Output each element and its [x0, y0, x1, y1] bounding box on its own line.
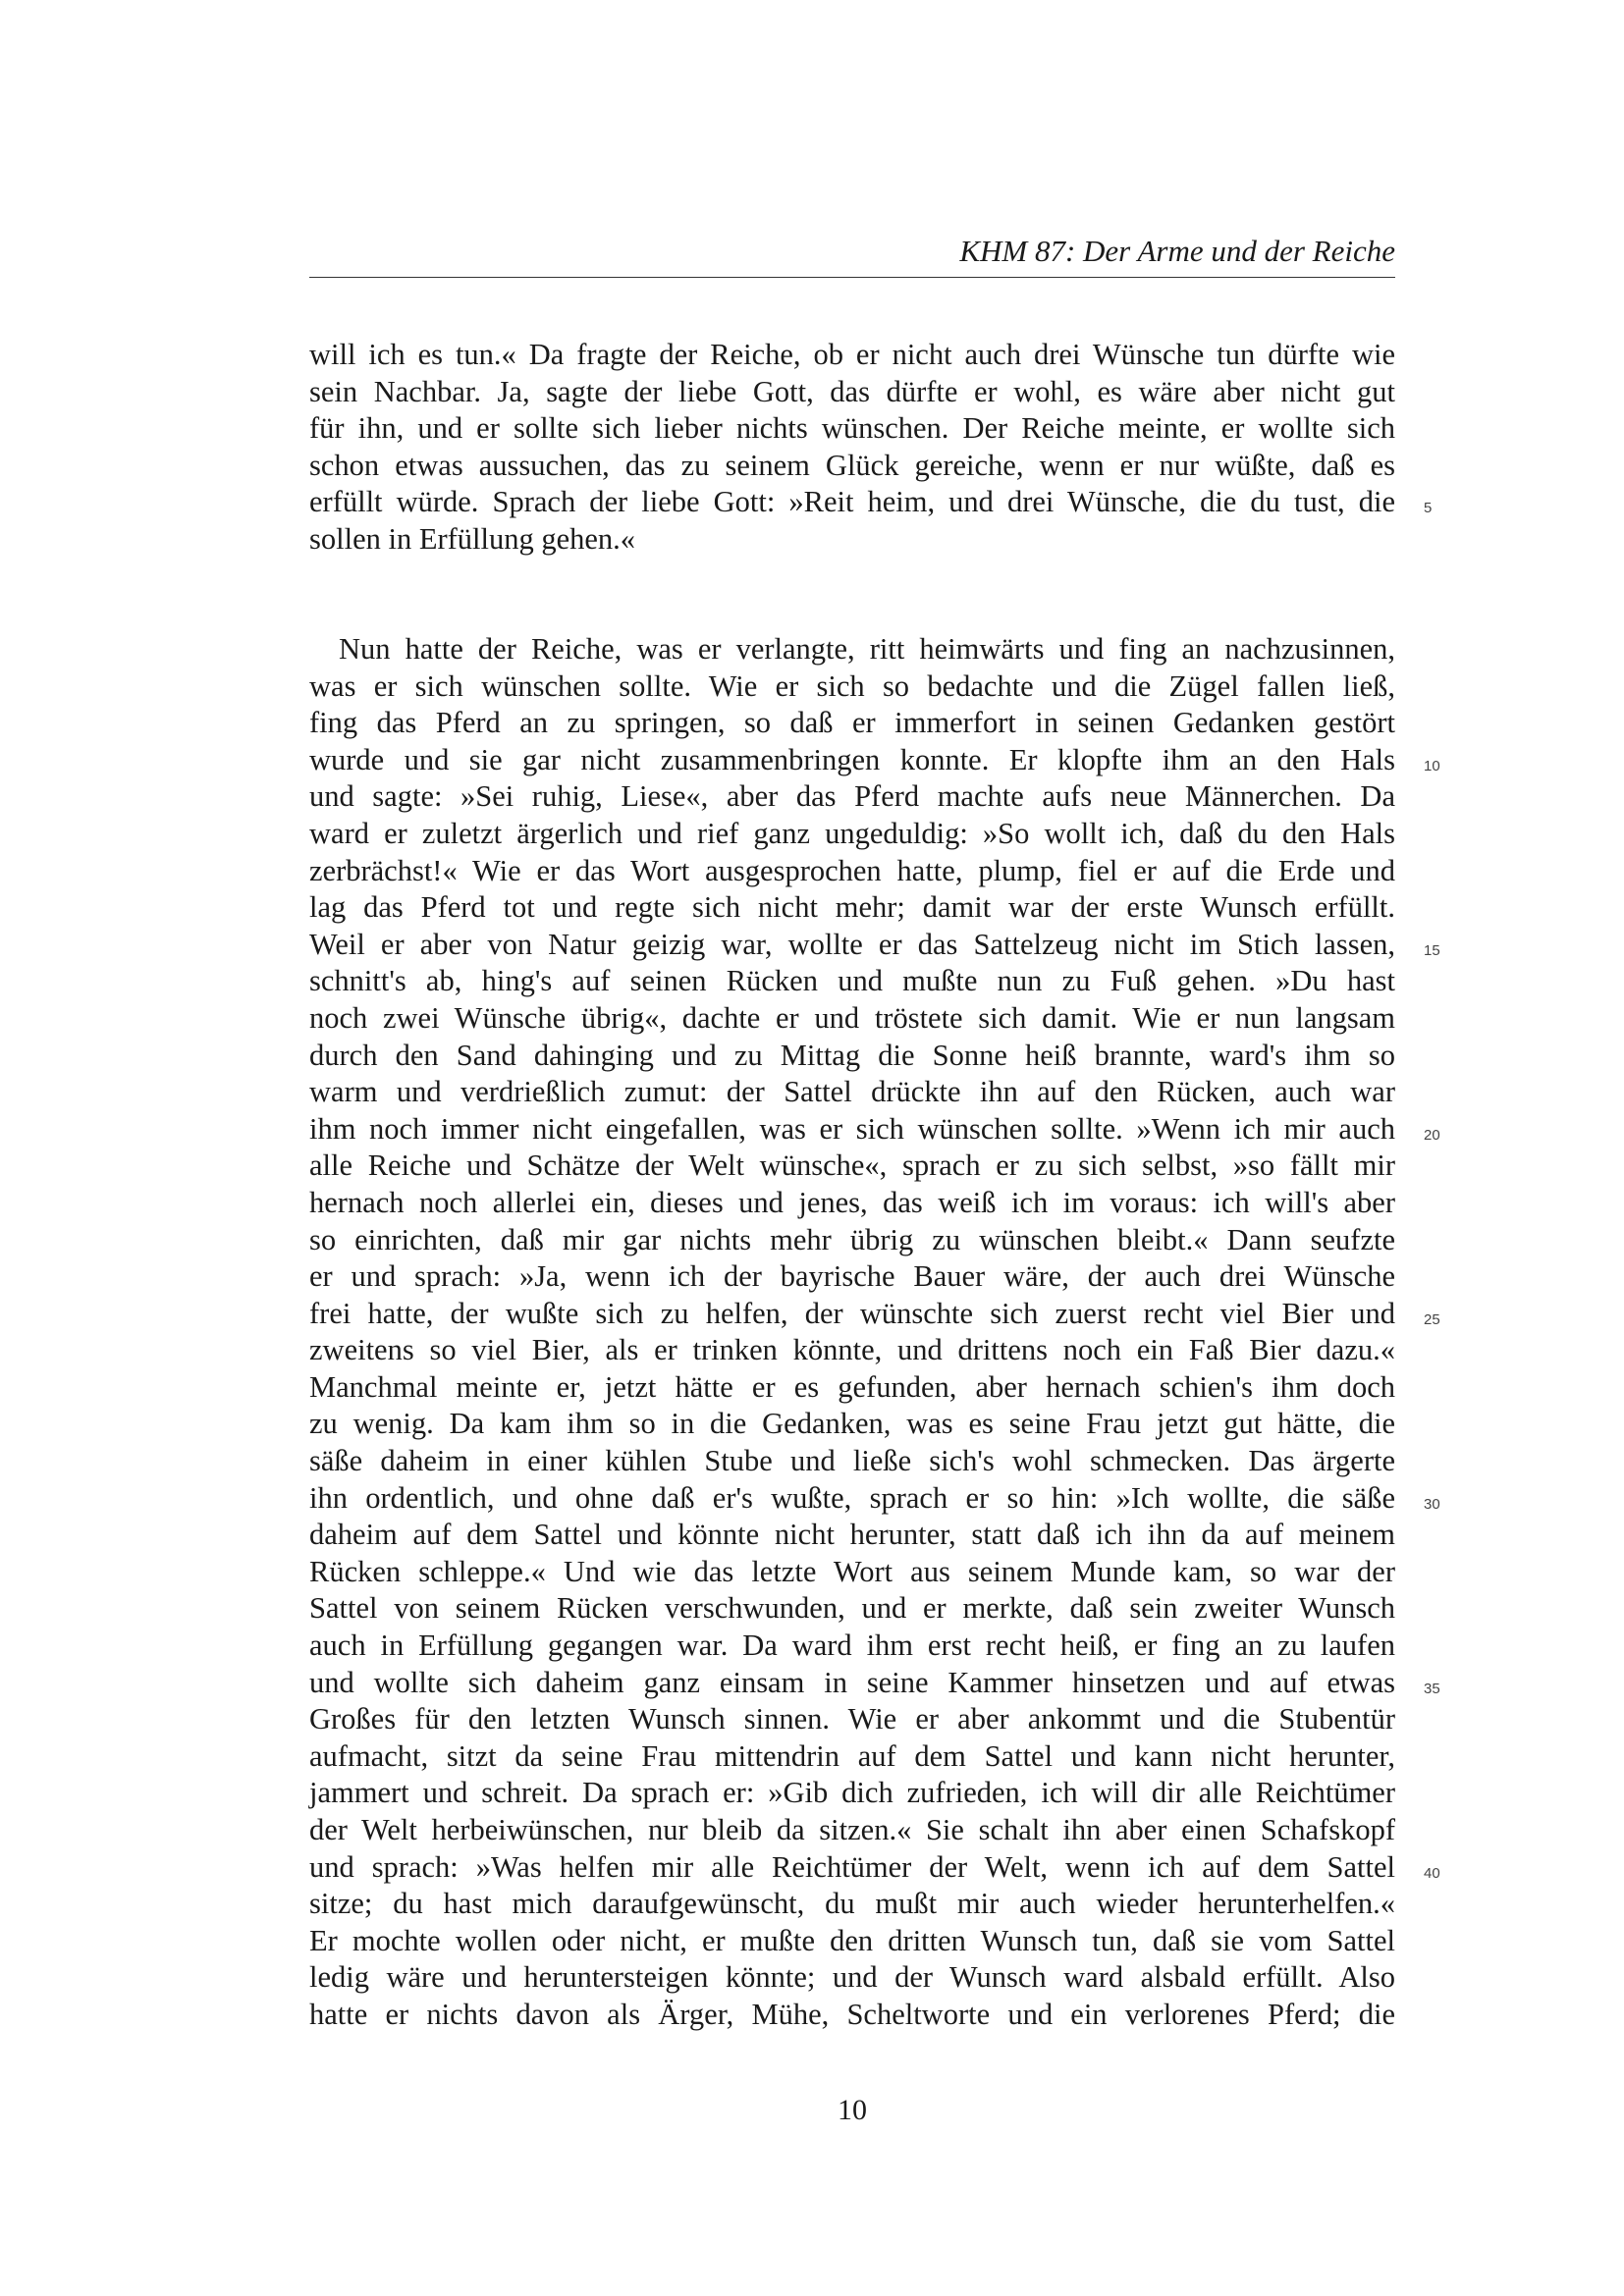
line-number: 15 [1424, 942, 1440, 959]
text-line: was er sich wünschen sollte. Wie er sich so bedachte und die Zügel fallen ließ, [309, 668, 1395, 703]
line-number: 25 [1424, 1311, 1440, 1328]
line-number: 35 [1424, 1681, 1440, 1697]
text-line: Sattel von seinem Rücken verschwunden, und er merkte, daß sein zweiter Wunsch [309, 1591, 1395, 1626]
text-line: und sagte: »Sei ruhig, Liese«, aber das Pferd machte aufs neue Männerchen. Da [309, 779, 1395, 814]
text-line: Großes für den letzten Wunsch sinnen. Wie er aber ankommt und die Stubentür [309, 1702, 1395, 1736]
text-line: jammert und schreit. Da sprach er: »Gib dich zufrieden, ich will dir alle Reichtümer [309, 1776, 1395, 1810]
text-line: Er mochte wollen oder nicht, er mußte den dritten Wunsch tun, daß sie vom Sattel [309, 1923, 1395, 1957]
line-number: 10 [1424, 758, 1440, 774]
text-line: schnitt's ab, hing's auf seinen Rücken und mußte nun zu Fuß gehen. »Du hast [309, 964, 1395, 998]
paragraph-1 [309, 337, 1395, 559]
text-line: ward er zuletzt ärgerlich und rief ganz ungeduldig: »So wollt ich, daß du den Hals [309, 816, 1395, 850]
paragraph-2 [309, 631, 1395, 2034]
text-line: will ich es tun.« Da fragte der Reiche, ob er nicht auch drei Wünsche tun dürfte wie [309, 338, 1395, 371]
text-line: warm und verdrießlich zumut: der Sattel drückte ihn auf den Rücken, auch war [309, 1075, 1395, 1109]
text-line: hatte er nichts davon als Ärger, Mühe, Scheltworte und ein verlorenes Pferd; die [309, 1997, 1395, 2031]
text-line: daheim auf dem Sattel und könnte nicht herunter, statt daß ich ihn da auf meinem [309, 1518, 1395, 1552]
text-line: zerbrächst!« Wie er das Wort ausgesprochen hatte, plump, fiel er auf die Erde und [309, 853, 1395, 887]
text-line: durch den Sand dahinging und zu Mittag die Sonne heiß brannte, ward's ihm so [309, 1038, 1395, 1072]
text-line: erfüllt würde. Sprach der liebe Gott: »Reit heim, und drei Wünsche, die du tust, die [309, 485, 1395, 519]
text-line: ihm noch immer nicht eingefallen, was er sich wünschen sollte. »Wenn ich mir auch [309, 1111, 1395, 1146]
text-line: frei hatte, der wußte sich zu helfen, der wünschte sich zuerst recht viel Bier und [309, 1296, 1395, 1330]
line-number: 20 [1424, 1127, 1440, 1144]
text-line: so einrichten, daß mir gar nichts mehr übrig zu wünschen bleibt.« Dann seufzte [309, 1222, 1395, 1256]
page-number: 10 [838, 2094, 867, 2126]
text-line: ledig wäre und heruntersteigen könnte; und der Wunsch ward alsbald erfüllt. Also [309, 1960, 1395, 1995]
line-number: 5 [1424, 500, 1433, 516]
text-line: säße daheim in einer kühlen Stube und ließe sich's wohl schmecken. Das ärgerte [309, 1444, 1395, 1478]
header-rule [309, 277, 1395, 278]
text-line: und sprach: »Was helfen mir alle Reichtümer der Welt, wenn ich auf dem Sattel [309, 1849, 1395, 1884]
text-line: ihn ordentlich, und ohne daß er's wußte, sprach er so hin: »Ich wollte, die säße [309, 1480, 1395, 1515]
text-line: noch zwei Wünsche übrig«, dachte er und tröstete sich damit. Wie er nun langsam [309, 1000, 1395, 1035]
text-line: zu wenig. Da kam ihm so in die Gedanken, was es seine Frau jetzt gut hätte, die [309, 1407, 1395, 1441]
text-line: wurde und sie gar nicht zusammenbringen konnte. Er klopfte ihm an den Hals [309, 742, 1395, 776]
text-line: sitze; du hast mich daraufgewünscht, du mußt mir auch wieder herunterhelfen.« [309, 1887, 1395, 1921]
text-line: Weil er aber von Natur geizig war, wollte er das Sattelzeug nicht im Stich lassen, [309, 927, 1395, 961]
text-line: sollen in Erfüllung gehen.« [309, 521, 636, 556]
text-line: Rücken schleppe.« Und wie das letzte Wort aus seinem Munde kam, so war der [309, 1554, 1395, 1588]
text-line: aufmacht, sitzt da seine Frau mittendrin auf dem Sattel und kann nicht herunter, [309, 1738, 1395, 1773]
text-line: Nun hatte der Reiche, was er verlangte, ritt heimwärts und fing an nachzusinnen, [339, 632, 1395, 666]
text-line: der Welt herbeiwünschen, nur bleib da sitzen.« Sie schalt ihn aber einen Schafskopf [309, 1813, 1395, 1846]
text-line: auch in Erfüllung gegangen war. Da ward ihm erst recht heiß, er fing an zu laufen [309, 1629, 1395, 1663]
text-line: er und sprach: »Ja, wenn ich der bayrische Bauer wäre, der auch drei Wünsche [309, 1259, 1395, 1294]
line-number: 30 [1424, 1496, 1440, 1513]
text-line: sein Nachbar. Ja, sagte der liebe Gott, das dürfte er wohl, es wäre aber nicht gut [309, 374, 1395, 408]
text-line: zweitens so viel Bier, als er trinken könnte, und drittens noch ein Faß Bier dazu.« [309, 1333, 1395, 1367]
line-number: 40 [1424, 1865, 1440, 1882]
text-line: lag das Pferd tot und regte sich nicht mehr; damit war der erste Wunsch erfüllt. [309, 890, 1395, 925]
text-line: hernach noch allerlei ein, dieses und jenes, das weiß ich im voraus: ich will's aber [309, 1185, 1395, 1219]
text-line: alle Reiche und Schätze der Welt wünsche«, sprach er zu sich selbst, »so fällt mir [309, 1148, 1395, 1183]
running-head: KHM 87: Der Arme und der Reiche [959, 234, 1395, 268]
text-line: fing das Pferd an zu springen, so daß er immerfort in seinen Gedanken gestört [309, 706, 1395, 740]
text-line: für ihn, und er sollte sich lieber nichts wünschen. Der Reiche meinte, er wollte sich [309, 411, 1395, 446]
text-line: und wollte sich daheim ganz einsam in seine Kammer hinsetzen und auf etwas [309, 1665, 1395, 1699]
text-line: Manchmal meinte er, jetzt hätte er es gefunden, aber hernach schien's ihm doch [309, 1369, 1395, 1404]
text-line: schon etwas aussuchen, das zu seinem Glück gereiche, wenn er nur wüßte, daß es [309, 448, 1395, 482]
